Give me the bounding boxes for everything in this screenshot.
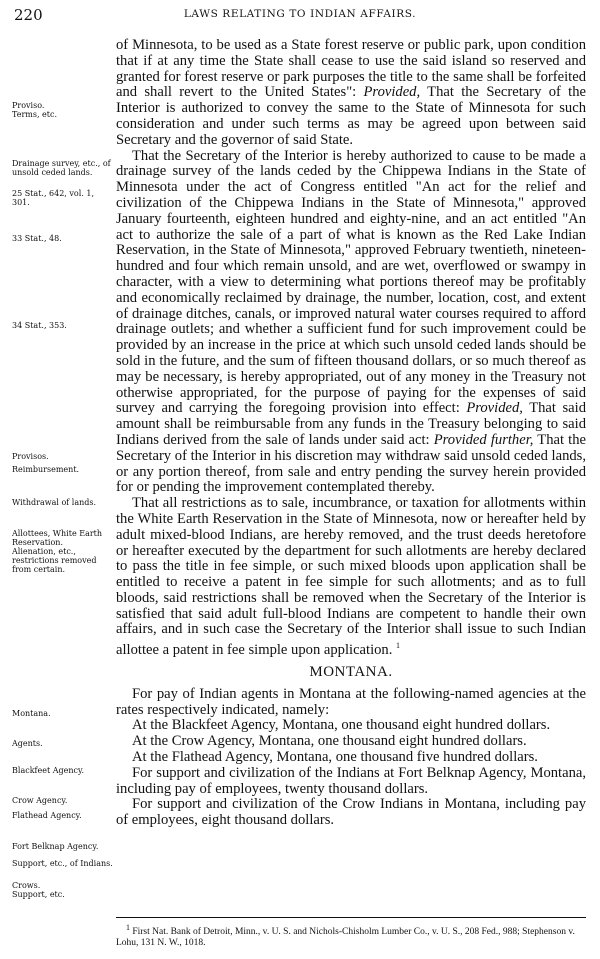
paragraph-agents-pay: For pay of Indian agents in Montana at the following-named agencies at the rates respectively indicated, namely: — [116, 685, 586, 718]
footnote — [116, 917, 586, 949]
margin-note-citation-33-stat: 33 Stat., 48. — [12, 234, 62, 243]
margin-note-allottees: Allottees, White Earth Reservation. — [12, 529, 103, 547]
margin-note-terms: Terms, etc. — [12, 110, 58, 119]
page-header — [14, 6, 586, 26]
margin-note-blackfeet: Blackfeet Agency. — [12, 766, 84, 775]
provided-italic: Provided, — [466, 400, 523, 417]
margin-note-proviso: Proviso. — [12, 101, 45, 110]
footnote-mark: 1 — [126, 923, 130, 932]
paragraph-flathead: At the Flathead Agency, Montana, one thousand five hundred dollars. — [132, 748, 538, 765]
margin-note-reimbursement: Reimbursement. — [12, 465, 80, 474]
margin-note-montana: Montana. — [12, 709, 51, 718]
paragraph-blackfeet: At the Blackfeet Agency, Montana, one thousand eight hundred dollars. — [132, 717, 551, 734]
paragraph-restrictions: That all restrictions as to sale, incumbrance, or taxation for allotments within the White Earth Reservation in the State of Minnesota, now or hereafter held by adult mixed-blood Indians, are hereby removed, and the trust deeds heretofore or hereafter executed by the department for such allotments are hereby declared to pass the title in fee simple, or such mixed bloods upon application shall be entitled to receive a patent in fee simple for such allotments; and as to full bloods, said restrictions shall be removed when the Secretary of the Interior is satisfied that said adult full-blood Indians are competent to handle their own affairs, and in such case the Secretary of the Interior shall issue to such Indian allottee a patent in fee simple upon application. $^1$ — [116, 495, 586, 659]
margin-note-support-indians: Support, etc., of Indians. — [12, 859, 113, 868]
paragraph-crow-agency: At the Crow Agency, Montana, one thousand eight hundred dollars. — [132, 733, 527, 750]
paragraph-crow-indians: For support and civilization of the Crow Indians in Montana, including pay of employees, eight thousand dollars. — [116, 796, 586, 829]
paragraph-drainage-survey: That the Secretary of the Interior is hereby authorized to cause to be made a drainage survey of the lands ceded by the Chippewa Indians in the State of Minnesota under the act of Congress entitled "An act for the relief and civilization of the Chippewa Indians in the State of Minnesota," approved January fourteenth, eighteen hundred and eighty-nine, and an act entitled "An act to authorize the sale of a part of what is known as the Red Lake Indian Reservation, in the State of Minnesota," approved February twentieth, nineteen-hundred and four which remain unsold, and are wet, overflowed or swampy in character, with a view to determining what portions thereof may be profitably and economically reclaimed by drainage, the number, location, cost, and extent of drainage ditches, canals, or improved natural water courses required to afford drainage outlets; and whether a sufficient fund for such improvement could be provided by an increase in the price at which such unsold ceded lands should be sold in the future, and the sum of fifteen thousand dollars, or so much thereof as may be necessary, is hereby appropriated, out of any money in the Treasury not otherwise appropriated, for the purpose of paying for the expenses of said survey and carrying the foregoing provision into effect: Provided, That said amount shall be reimbursable from any funds in the Treasury belonging to said Indians derived from the sale of lands under said act: Provided further, That the Secretary of the Interior in his discretion may withdraw said unsold ceded lands, or any portion thereof, from sale and entry pending the survey herein provided for or pending the improvement contemplated thereby. — [116, 147, 587, 496]
footnote-reference: 1 — [396, 641, 401, 651]
page-number: 220 — [14, 6, 43, 24]
margin-note-citation-34-stat: 34 Stat., 353. — [12, 321, 67, 330]
running-title: LAWS RELATING TO INDIAN AFFAIRS. — [183, 8, 417, 20]
section-heading-montana: MONTANA. — [309, 663, 393, 680]
margin-note-agents: Agents. — [12, 739, 43, 748]
footnote-text: First Nat. Bank of Detroit, Minn., v. U. S. and Nichols-Chisholm Lumber Co., v. U. S., 208 Fed., 988; Stephenson v. Lohu, 131 N. W., 1018. — [116, 927, 575, 949]
main-text — [116, 38, 586, 829]
provided-italic: Provided, — [363, 84, 421, 101]
margin-note-crow-agency: Crow Agency. — [12, 796, 68, 805]
margin-note-withdrawal: Withdrawal of lands. — [12, 498, 97, 507]
margin-note-support: Support, etc. — [12, 890, 65, 899]
margin-note-fort-belknap: Fort Belknap Agency. — [12, 842, 99, 851]
margin-note-drainage-survey: Drainage survey, etc., of unsold ceded lands. — [12, 159, 111, 177]
provided-further-italic: Provided further, — [433, 431, 534, 448]
margin-note-provisos: Provisos. — [12, 452, 49, 461]
paragraph-fort-belknap: For support and civilization of the Indians at Fort Belknap Agency, Montana, including pay of employees, twenty thousand dollars. — [116, 764, 586, 797]
margin-note-crows: Crows. — [12, 881, 41, 890]
margin-note-flathead: Flathead Agency. — [12, 811, 82, 820]
paragraph-forest-reserve: of Minnesota, to be used as a State forest reserve or public park, upon condition that if at any time the State shall cease to use the said island so reserved and granted for forest reserve or park purposes the title to the same shall be forfeited and shall revert to the United States": Provided, That the Secretary of the Interior is authorized to convey the same to the State of Minnesota for such consideration and under such terms as may be agreed upon between said Secretary and the governor of said State. — [116, 37, 586, 148]
margin-note-alienation: Alienation, etc., restrictions removed from certain. — [12, 547, 97, 574]
margin-note-citation-25-stat: 25 Stat., 642, vol. 1, 301. — [12, 189, 94, 207]
